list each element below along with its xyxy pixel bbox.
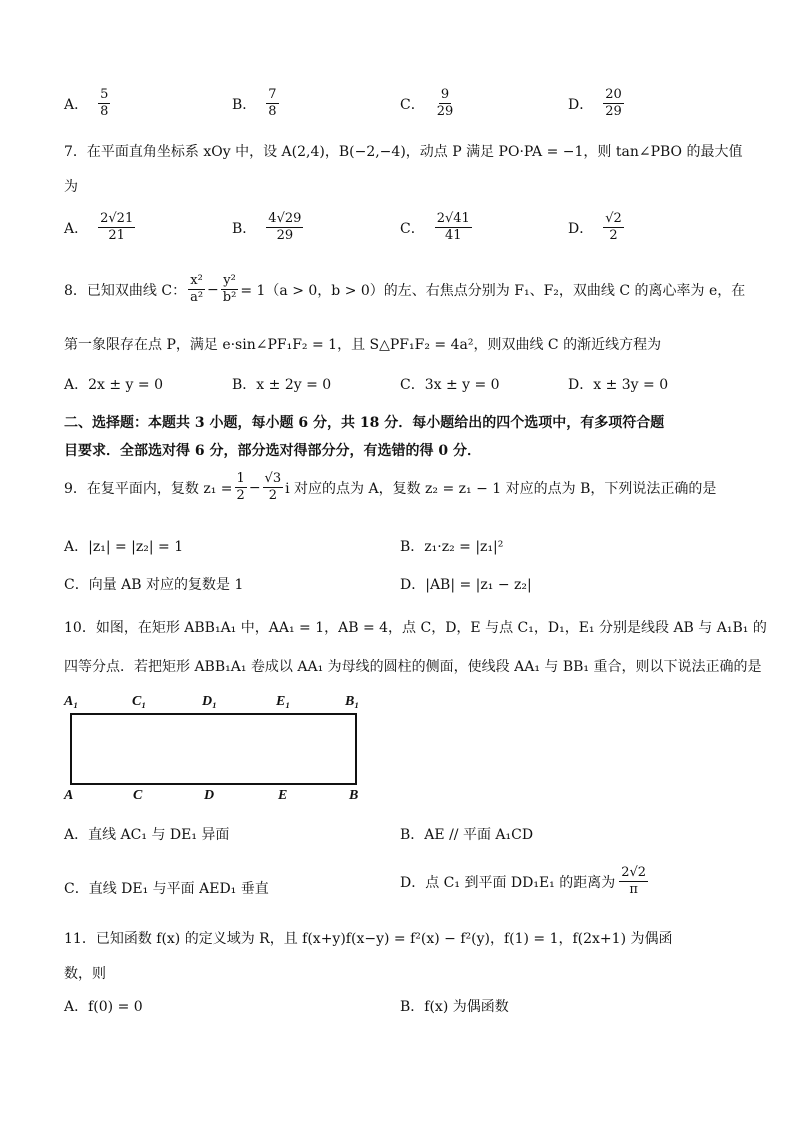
option-label: C． <box>400 96 425 113</box>
fig-label-e1: E₁ <box>276 694 291 709</box>
option-label: B． <box>232 220 257 237</box>
q7-stem-line2: 为 <box>64 179 78 195</box>
q6-option-a <box>64 88 110 120</box>
section2-heading-line1: 二、选择题：本题共 3 小题，每小题 6 分，共 18 分．每小题给出的四个选项中，有多项符合题 <box>64 415 665 431</box>
q9-stem <box>64 472 716 504</box>
denominator: 8 <box>100 104 109 120</box>
option-label: A． <box>64 96 89 113</box>
denominator: 29 <box>436 104 454 120</box>
fig-label-e: E <box>278 788 288 803</box>
option-label: B． <box>232 96 257 113</box>
q7-option-a <box>64 212 135 244</box>
q11-option-b: B．f(x) 为偶函数 <box>400 999 509 1015</box>
numerator: √3 <box>263 472 284 488</box>
q10-option-d <box>400 866 648 898</box>
fraction <box>603 212 624 244</box>
fraction <box>603 88 624 120</box>
q8-option-b: B．x ± 2y = 0 <box>232 377 332 393</box>
denominator: 29 <box>605 104 622 120</box>
fig-label-d1: D₁ <box>202 694 217 709</box>
numerator: 4√29 <box>266 212 303 228</box>
q8-option-d: D．x ± 3y = 0 <box>568 377 669 393</box>
fig-label-c1: C₁ <box>132 694 147 709</box>
fig-label-a1: A₁ <box>64 694 79 709</box>
q7-stem-line1: 7．在平面直角坐标系 xOy 中，设 A(2,4)，B(−2,−4)，动点 P 满足 PO·PA = −1，则 tan∠PBO 的最大值 <box>64 144 743 160</box>
q8-stem-line1 <box>64 274 745 306</box>
numerator: 2√21 <box>98 212 135 228</box>
option-text: D．点 C₁ 到平面 DD₁E₁ 的距离为 <box>400 874 616 891</box>
q8-stem-line2: 第一象限存在点 P，满足 e·sin∠PF₁F₂ = 1，且 S△PF₁F₂ = 4a²，则双曲线 C 的渐近线方程为 <box>64 337 662 353</box>
fig-label-b: B <box>349 788 359 803</box>
denominator: b² <box>222 290 237 306</box>
q7-option-c <box>400 212 472 244</box>
numerator: 1 <box>235 472 247 488</box>
denominator: 8 <box>268 104 277 120</box>
numerator: 2√2 <box>619 866 648 882</box>
q6-option-c <box>400 88 455 120</box>
numerator: √2 <box>603 212 624 228</box>
q8-rest: = 1（a > 0，b > 0）的左、右焦点分别为 F₁、F₂，双曲线 C 的离心率为 e，在 <box>240 282 746 299</box>
denominator: 29 <box>276 228 294 244</box>
q9-intro: 9．在复平面内，复数 z₁ = <box>64 480 233 497</box>
section2-heading-line2: 目要求．全部选对得 6 分，部分选对得部分分，有选错的得 0 分． <box>64 443 481 459</box>
denominator: 41 <box>445 228 462 244</box>
option-label: D． <box>568 96 594 113</box>
q8-option-a: A．2x ± y = 0 <box>64 377 163 393</box>
option-label: D． <box>568 220 594 237</box>
q9-rest: i 对应的点为 A，复数 z₂ = z₁ − 1 对应的点为 B，下列说法正确的是 <box>285 480 717 497</box>
denominator: π <box>629 882 638 898</box>
option-label: A． <box>64 220 89 237</box>
q11-stem-line2: 数，则 <box>64 966 106 982</box>
fraction <box>263 472 284 504</box>
numerator: 5 <box>98 88 110 104</box>
numerator: x² <box>188 274 205 290</box>
q11-option-a: A．f(0) = 0 <box>64 999 143 1015</box>
fraction <box>266 212 303 244</box>
minus-sign: − <box>207 281 219 298</box>
numerator: 7 <box>266 88 278 104</box>
fraction <box>435 212 472 244</box>
fraction <box>435 88 456 120</box>
fig-label-d: D <box>204 788 215 803</box>
q9-option-b: B．z₁·z₂ = |z₁|² <box>400 539 504 555</box>
q10-option-b: B．AE // 平面 A₁CD <box>400 827 534 843</box>
fraction <box>235 472 247 504</box>
q10-option-c: C．直线 DE₁ 与平面 AED₁ 垂直 <box>64 881 269 897</box>
numerator: y² <box>221 274 238 290</box>
q9-option-a: A．|z₁| = |z₂| = 1 <box>64 539 184 555</box>
fraction <box>266 88 278 120</box>
fraction <box>619 866 648 898</box>
numerator: 2√41 <box>435 212 472 228</box>
q10-stem-line2: 四等分点．若把矩形 ABB₁A₁ 卷成以 AA₁ 为母线的圆柱的侧面，使线段 AA₁ 与 BB₁ 重合，则以下说法正确的是 <box>64 659 762 675</box>
denominator: 2 <box>609 228 618 244</box>
fig-label-c: C <box>133 788 143 803</box>
minus-sign: − <box>248 479 261 496</box>
denominator: a² <box>190 290 204 306</box>
numerator: 20 <box>603 88 624 104</box>
q6-option-b <box>232 88 279 120</box>
q8-option-c: C．3x ± y = 0 <box>400 377 500 393</box>
fraction <box>221 274 239 306</box>
numerator: 9 <box>439 88 451 104</box>
fig-label-b1: B₁ <box>345 694 360 709</box>
q7-option-d <box>568 212 624 244</box>
denominator: 21 <box>108 228 125 244</box>
q9-option-c: C．向量 AB 对应的复数是 1 <box>64 577 244 593</box>
fraction <box>98 88 110 120</box>
q10-option-a: A．直线 AC₁ 与 DE₁ 异面 <box>64 827 230 843</box>
q7-option-b <box>232 212 303 244</box>
fig-label-a: A <box>64 788 74 803</box>
q9-option-d: D．|AB| = |z₁ − z₂| <box>400 577 532 593</box>
fraction <box>188 274 205 306</box>
rectangle-figure <box>70 713 357 785</box>
q11-stem-line1: 11．已知函数 f(x) 的定义域为 R，且 f(x+y)f(x−y) = f²(x) − f²(y)，f(1) = 1，f(2x+1) 为偶函 <box>64 931 673 947</box>
fraction <box>98 212 135 244</box>
option-label: C． <box>400 220 425 237</box>
q8-intro: 8．已知双曲线 C： <box>64 282 187 299</box>
q6-option-d <box>568 88 624 120</box>
q10-stem-line1: 10．如图，在矩形 ABB₁A₁ 中，AA₁ = 1，AB = 4，点 C，D，E 与点 C₁，D₁，E₁ 分别是线段 AB 与 A₁B₁ 的 <box>64 620 767 636</box>
denominator: 2 <box>268 488 277 504</box>
denominator: 2 <box>236 488 245 504</box>
